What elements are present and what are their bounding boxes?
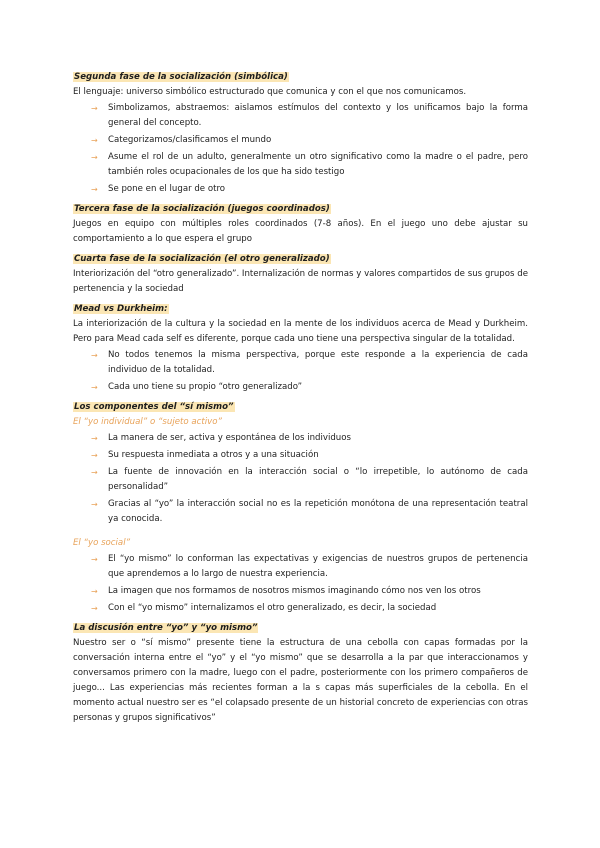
arrow-right-icon: → — [91, 153, 98, 162]
section-heading: Tercera fase de la socialización (juegos coordinados) — [74, 204, 330, 214]
section-subheading: El “yo individual” o “sujeto activo” — [73, 417, 222, 427]
arrow-right-icon: → — [91, 434, 98, 443]
section-text: Nuestro ser o “sí mismo” presente tiene la estructura de una cebolla con capas formadas por la conversación interna entre el “yo” y el “yo mismo” que se desarrolla a la par que interaccionamos y conversamos primero con la madre, luego con el padre, posteriormente con los primero compañeros de juego... Las experiencias más recientes forman a la s capas más superficiales de la cebolla. En el momento actual nuestro ser es “el colapsado presente de un historial concreto de experiencias con otras personas y grupos significativos” — [73, 638, 528, 723]
list-item: → Cada uno tiene su propio “otro generalizado” — [73, 380, 528, 395]
arrow-right-icon: → — [91, 604, 98, 613]
arrow-right-icon: → — [91, 104, 98, 113]
section-text: Interiorización del “otro generalizado”. Internalización de normas y valores compartidos de sus grupos de pertenencia y la sociedad — [73, 269, 528, 294]
section-text: La interiorización de la cultura y la sociedad en la mente de los individuos acerca de Mead y Durkheim. Pero para Mead cada self es diferente, porque cada uno tiene una perspectiva singular de la totalidad. — [73, 319, 528, 344]
list-item: → Se pone en el lugar de otro — [73, 182, 528, 197]
arrow-right-icon: → — [91, 500, 98, 509]
arrow-right-icon: → — [91, 451, 98, 460]
bullet-list — [73, 552, 528, 616]
section-subheading: El “yo social” — [73, 538, 131, 548]
list-item: → La imagen que nos formamos de nosotros mismos imaginando cómo nos ven los otros — [73, 584, 528, 599]
list-item: → Asume el rol de un adulto, generalmente un otro significativo como la madre o el padre, pero también roles ocupacionales de los que ha sido testigo — [91, 152, 528, 177]
list-item: → Con el “yo mismo” internalizamos el otro generalizado, es decir, la sociedad — [73, 601, 528, 616]
section-heading: Mead vs Durkheim: — [74, 304, 168, 314]
bullet-list — [73, 348, 528, 395]
bullet-list — [73, 101, 528, 197]
section-heading: Cuarta fase de la socialización (el otro generalizado) — [74, 254, 330, 264]
list-item: → Gracias al “yo” la interacción social no es la repetición monótona de una representación teatral ya conocida. — [91, 499, 528, 524]
document-page — [73, 70, 528, 726]
section-text: Juegos en equipo con múltiples roles coordinados (7-8 años). En el juego uno debe ajustar su comportamiento a lo que espera el grupo — [73, 219, 528, 244]
arrow-right-icon: → — [91, 136, 98, 145]
list-item: → La manera de ser, activa y espontánea de los individuos — [73, 431, 528, 446]
list-item: → Simbolizamos, abstraemos: aislamos estímulos del contexto y los unificamos bajo la forma general del concepto. — [91, 103, 528, 128]
arrow-right-icon: → — [91, 555, 98, 564]
arrow-right-icon: → — [91, 383, 98, 392]
arrow-right-icon: → — [91, 185, 98, 194]
list-item: → Su respuesta inmediata a otros y a una situación — [73, 448, 528, 463]
arrow-right-icon: → — [91, 351, 98, 360]
section-heading: Los componentes del “sí mismo” — [74, 402, 234, 412]
section-heading: La discusión entre “yo” y “yo mismo” — [74, 623, 258, 633]
section-heading: Segunda fase de la socialización (simbólica) — [74, 72, 288, 82]
list-item: → El “yo mismo” lo conforman las expectativas y exigencias de nuestros grupos de pertenencia que aprendemos a lo largo de nuestra experiencia. — [91, 554, 528, 579]
arrow-right-icon: → — [91, 468, 98, 477]
list-item: → La fuente de innovación en la interacción social o “lo irrepetible, lo autónomo de cada personalidad” — [91, 467, 528, 492]
arrow-right-icon: → — [91, 587, 98, 596]
bullet-list — [73, 431, 528, 527]
section-intro: El lenguaje: universo simbólico estructurado que comunica y con el que nos comunicamos. — [73, 87, 467, 97]
list-item: → No todos tenemos la misma perspectiva, porque este responde a la experiencia de cada individuo de la totalidad. — [91, 350, 528, 375]
list-item: → Categorizamos/clasificamos el mundo — [73, 133, 528, 148]
